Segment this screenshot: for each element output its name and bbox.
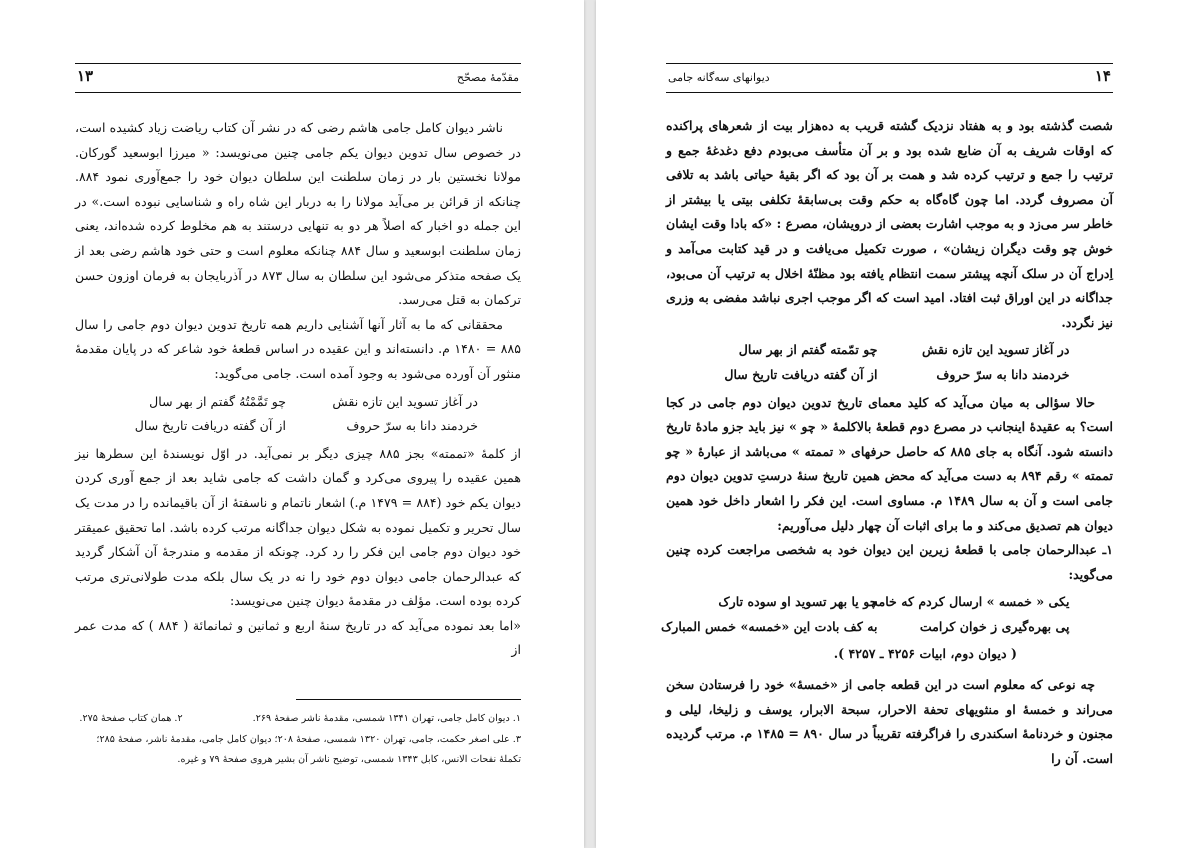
paragraph: ۱ـ عبدالرحمان جامی با قطعهٔ زیرین این دیوان خود به شخصی مراجعت کرده چنین می‌گوید: <box>666 542 1113 582</box>
footnote-line <box>75 709 521 730</box>
verse-block <box>660 590 1113 639</box>
verse-hemistich: در آغاز تسوید این تازه نقش <box>332 393 478 409</box>
footnote: تکملهٔ نفحات الانس، کابل ۱۳۴۳ شمسی، توضیح ناشر آن بشیر هروی صفحهٔ ۷۹ و غیره. <box>177 754 521 765</box>
body-text <box>660 114 1113 771</box>
page-13 <box>0 0 584 848</box>
paragraph: شصت گذشته بود و به هفتاد نزدیک گشته قریب به ده‌هزار بیت از شعرهای پراکنده که اوقات شریف به آن ضایع شده بود و بر آن متأسف می‌بودم دفع دغدغهٔ جمع و ترتیب را جمع و ترتیب کرده شد و همت بر آن بود که اگر بقیهٔ حیاتی باشد به تلافی آن مصروف گردد. اما چون گاه‌گاه به حکم وقت بی‌سابقهٔ تکلفی بیتی یا بیشتر از خاطر سر می‌زد و به موجب اشارت بعضی از درویشان، مصرع : «که بادا وقت ایشان خوش چو وقت دیگران زیشان» ، صورت تکمیل می‌یافت و در قید کتابت می‌آمد و اِدراج آن در سلک آنچه پیشتر سمت انتظام یافته بود مظنّهٔ اخلال به ترتیب آن می‌بود، جداگانه در این اوراق ثبت افتاد. امید است که اگر موجب اجری نباشد مفضی به وزری نیز نگردد. <box>666 118 1113 330</box>
verse-hemistich: پی بهره‌گیری ز خوان کرامت <box>919 618 1070 634</box>
paragraph: ناشر دیوان کامل جامی هاشم رضی که در نشر آن کتاب ریاضت زیاد کشیده است، در خصوص سال تدوین دیوان یکم جامی چنین می‌نویسد: « میرزا ابوسعید گورکان. مولانا نخستین بار در زمان سلطنت این سلطان دیوان خود را جمع‌آوری نمود ۸۸۴. چنانکه از قرائن بر می‌آید مولانا را به دربار این شاه راه و شناسایی نبوده است.» در این جمله دو اخبار که اصلاً هر دو به تنهایی درستند به هم مخلوط کرده شده‌اند، یعنی زمان سلطنت ابوسعید و سال ۸۸۴ چنانکه معلوم است و حتی خود هاشم رضی بعد از یک صفحه متذکر می‌شود این سلطان به سال ۸۷۳ در آذربایجان به فرمان اوزون حسن ترکمان به قتل می‌رسد. <box>75 120 521 308</box>
header-title: مقدّمهٔ مصحّح <box>456 71 519 84</box>
footnote: ۳. علی اصغر حکمت، جامی، تهران ۱۳۲۰ شمسی، صفحهٔ ۲۰۸؛ دیوان کامل جامی، مقدمهٔ ناشر، صفحهٔ ۲۸۵؛ <box>96 733 521 745</box>
verse-hemistich: چو یا بهر تسوید او سوده تارک <box>718 594 878 610</box>
page-number: ۱۴ <box>1094 67 1111 85</box>
verse-hemistich: از آن گفته دریافت تاریخ سال <box>134 418 286 434</box>
running-header <box>666 63 1113 93</box>
header-title: دیوانهای سه‌گانه جامی <box>668 71 770 84</box>
body-text <box>75 116 521 663</box>
verse-block <box>666 338 1113 387</box>
verse-hemistich: در آغاز تسوید این تازه نقش <box>921 342 1070 358</box>
footnote-divider <box>296 699 521 700</box>
page-14 <box>596 0 1180 848</box>
verse-hemistich: یکی « خمسه » ارسال کردم که خامه <box>871 594 1070 610</box>
paragraph: «اما بعد نموده می‌آید که در تاریخ سنهٔ اربع و ثمانین و ثمانمائة ( ۸۸۴ ) که مدت عمر از <box>75 617 521 658</box>
verse-hemistich: به کف بادت این «خمسه» خمس المبارک <box>660 618 878 634</box>
verse-hemistich: خردمند دانا به سرّ حروف <box>936 366 1070 382</box>
running-header <box>75 63 521 93</box>
footnote: ۱. دیوان کامل جامی، تهران ۱۳۴۱ شمسی، مقدمهٔ ناشر صفحهٔ ۲۶۹. <box>252 713 521 724</box>
paragraph: چه نوعی که معلوم است در این قطعه جامی از «خمسهٔ» خود را فرستادن سخن می‌راند و خمسهٔ او منثویهای تحفة الاحرار، سبحة الابرار، یوسف و زلیخا، لیلی و مجنون و خردنامهٔ اسکندری را فراگرفته تقریباً در سال ۸۹۰ = ۱۴۸۵ م. مرتب گردیده است. آن را <box>666 677 1113 766</box>
verse-hemistich: از آن گفته دریافت تاریخ سال <box>724 366 878 382</box>
citation: ( دیوان دوم، ابیات ۴۲۵۶ ـ ۴۲۵۷ ). <box>833 646 1017 662</box>
paragraph: از کلمهٔ «تممته» بجز ۸۸۵ چیزی دیگر بر نمی‌آید. در اوّل نویسندهٔ این سطرها نیز همین عقیده را پیروی می‌کرد و گمان داشت که جامی شاید بعد از جمع آوری کردن دیوان یکم خود (۸۸۴ = ۱۴۷۹ م.) اشعار ناتمام و ناسفتهٔ از آن باقیمانده را در مدت یک سال تحریر و تکمیل نموده به شکل دیوان جداگانه مرتب کرده باشد. اما تحقیق عمیقتر خود دیوان دوم جامی این فکر را رد کرد. چونکه از مقدمه و مندرجهٔ آن آشکار گردید که عبدالرحمان جامی دیوان دوم خود را نه در یک سال بلکه مدت طولانی‌تری مرتب کرده بوده است. مؤلف در مقدمهٔ دیوان چنین می‌نویسد: <box>75 445 521 609</box>
footnote: ۲. همان کتاب صفحهٔ ۲۷۵. <box>79 713 183 724</box>
paragraph: حالا سؤالی به میان می‌آید که کلید معمای تاریخ تدوین دیوان دوم جامی در کجا است؟ به عقیدهٔ اینجانب در مصرع دوم قطعهٔ بالاکلمهٔ « چو » نیز باید جزو مادهٔ تاریخ دانسته شود. آنگاه به جای ۸۸۵ که حاصل حرفهای « تممته » می‌باشد از عبارهٔ « چو تممته » رقم ۸۹۴ به دست می‌آید که محض همین تاریخ سنهٔ درستِ تدوین دیوان دوم جامی است و آن به سال ۱۴۸۹ م. مساوی است. این فکر را اشعار داخل خود همین دیوان هم تصدیق می‌کند و ما برای اثبات آن چهار دلیل می‌آوریم: <box>666 394 1113 533</box>
verse-block <box>75 390 521 439</box>
paragraph: محققانی که ما به آثار آنها آشنایی داریم همه تاریخ تدوین دیوان دوم جامی را سال ۸۸۵ = ۱۴۸۰ م. دانسته‌اند و این عقیده در اساس قطعهٔ خود شاعر که در پایان مقدمهٔ منثور آن آورده می‌شود به وجود آمده است. جامی می‌گوید: <box>75 316 522 381</box>
verse-hemistich: خردمند دانا به سرّ حروف <box>346 418 478 434</box>
verse-hemistich: چو تمّمته گفتم از بهر سال <box>738 342 878 358</box>
verse-hemistich: چو تَمَّمْتُهُ گفتم از بهر سال <box>149 393 286 409</box>
footnotes <box>75 709 521 771</box>
page-number: ۱۳ <box>77 67 94 85</box>
